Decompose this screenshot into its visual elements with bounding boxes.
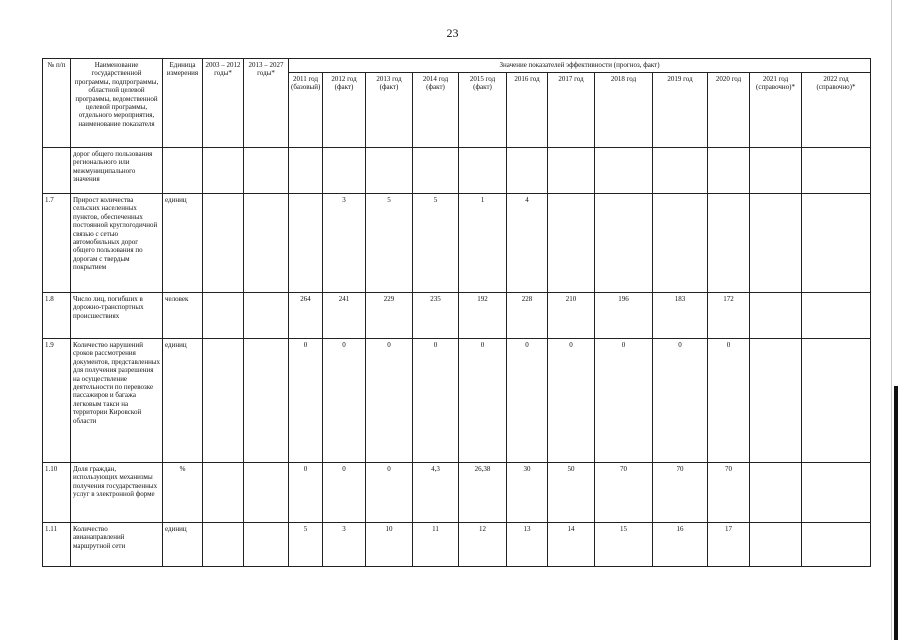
value-cell-2021 xyxy=(750,293,802,339)
value-cell-2017: 0 xyxy=(548,339,595,463)
value-cell-2018 xyxy=(595,148,653,194)
period-2013-2027-cell xyxy=(244,148,289,194)
header-year-2022: 2022 год (справочно)* xyxy=(802,73,871,148)
unit-cell: человек xyxy=(163,293,203,339)
value-cell-2022 xyxy=(802,293,871,339)
value-cell-2017 xyxy=(548,194,595,293)
value-cell-2022 xyxy=(802,523,871,567)
header-year-2021: 2021 год (справочно)* xyxy=(750,73,802,148)
period-2003-2012-cell xyxy=(203,523,244,567)
table-row xyxy=(43,293,871,339)
value-cell-2015 xyxy=(459,148,507,194)
row-number: 1.8 xyxy=(43,293,71,339)
table-row xyxy=(43,463,871,523)
value-cell-2016: 228 xyxy=(507,293,548,339)
period-2013-2027-cell xyxy=(244,194,289,293)
value-cell-2020: 172 xyxy=(708,293,750,339)
scan-edge-line xyxy=(891,0,892,640)
header-year-2017: 2017 год xyxy=(548,73,595,148)
unit-cell: единиц xyxy=(163,523,203,567)
value-cell-2019: 16 xyxy=(653,523,708,567)
value-cell-2017: 50 xyxy=(548,463,595,523)
value-cell-2016 xyxy=(507,148,548,194)
value-cell-2019: 183 xyxy=(653,293,708,339)
value-cell-2022 xyxy=(802,194,871,293)
value-cell-2013 xyxy=(366,148,413,194)
value-cell-2020 xyxy=(708,194,750,293)
indicator-name: Количество авианаправлений маршрутной сети xyxy=(71,523,163,567)
value-cell-2011: 0 xyxy=(289,463,323,523)
value-cell-2012: 3 xyxy=(323,194,366,293)
header-indicator-values: Значение показателей эффективности (прогноз, факт) xyxy=(289,59,871,73)
value-cell-2019 xyxy=(653,194,708,293)
value-cell-2012: 241 xyxy=(323,293,366,339)
table-row xyxy=(43,148,871,194)
value-cell-2018: 15 xyxy=(595,523,653,567)
period-2003-2012-cell xyxy=(203,293,244,339)
value-cell-2014: 5 xyxy=(413,194,459,293)
value-cell-2014: 235 xyxy=(413,293,459,339)
period-2003-2012-cell xyxy=(203,339,244,463)
value-cell-2020: 0 xyxy=(708,339,750,463)
value-cell-2019: 0 xyxy=(653,339,708,463)
header-name: Наименование государственной программы, подпрограммы, областной целевой программы, ведомственной целевой программы, отдельного мероприятия, наименование показателя xyxy=(71,59,163,148)
indicator-name: Число лиц, погибших в дорожно-транспортных происшествиях xyxy=(71,293,163,339)
header-year-2013: 2013 год (факт) xyxy=(366,73,413,148)
row-number xyxy=(43,148,71,194)
period-2003-2012-cell xyxy=(203,194,244,293)
value-cell-2015: 26,38 xyxy=(459,463,507,523)
value-cell-2011 xyxy=(289,194,323,293)
value-cell-2021 xyxy=(750,148,802,194)
unit-cell xyxy=(163,148,203,194)
value-cell-2014: 11 xyxy=(413,523,459,567)
value-cell-2016: 13 xyxy=(507,523,548,567)
value-cell-2020 xyxy=(708,148,750,194)
value-cell-2012: 0 xyxy=(323,339,366,463)
value-cell-2017: 210 xyxy=(548,293,595,339)
table-row xyxy=(43,194,871,293)
value-cell-2013: 5 xyxy=(366,194,413,293)
header-year-2011: 2011 год (базовый) xyxy=(289,73,323,148)
value-cell-2021 xyxy=(750,523,802,567)
value-cell-2011: 5 xyxy=(289,523,323,567)
header-num: № п/п xyxy=(43,59,71,148)
value-cell-2011 xyxy=(289,148,323,194)
header-year-2016: 2016 год xyxy=(507,73,548,148)
value-cell-2017: 14 xyxy=(548,523,595,567)
table-row xyxy=(43,523,871,567)
header-year-2012: 2012 год (факт) xyxy=(323,73,366,148)
value-cell-2021 xyxy=(750,463,802,523)
value-cell-2022 xyxy=(802,148,871,194)
value-cell-2017 xyxy=(548,148,595,194)
value-cell-2011: 0 xyxy=(289,339,323,463)
performance-indicators-table xyxy=(42,58,871,567)
unit-cell: % xyxy=(163,463,203,523)
value-cell-2022 xyxy=(802,339,871,463)
value-cell-2018: 196 xyxy=(595,293,653,339)
period-2013-2027-cell xyxy=(244,523,289,567)
value-cell-2019 xyxy=(653,148,708,194)
value-cell-2019: 70 xyxy=(653,463,708,523)
value-cell-2012 xyxy=(323,148,366,194)
value-cell-2015: 192 xyxy=(459,293,507,339)
header-period-2013-2027: 2013 – 2027 годы* xyxy=(244,59,289,148)
period-2013-2027-cell xyxy=(244,463,289,523)
unit-cell: единиц xyxy=(163,194,203,293)
value-cell-2021 xyxy=(750,194,802,293)
page-number: 23 xyxy=(446,26,459,40)
value-cell-2016: 0 xyxy=(507,339,548,463)
value-cell-2015: 0 xyxy=(459,339,507,463)
value-cell-2012: 3 xyxy=(323,523,366,567)
value-cell-2013: 10 xyxy=(366,523,413,567)
value-cell-2015: 12 xyxy=(459,523,507,567)
indicator-name: Доля граждан, использующих механизмы получения государственных услуг в электронной форме xyxy=(71,463,163,523)
unit-cell: единиц xyxy=(163,339,203,463)
period-2003-2012-cell xyxy=(203,148,244,194)
value-cell-2014 xyxy=(413,148,459,194)
value-cell-2016: 30 xyxy=(507,463,548,523)
header-year-2015: 2015 год (факт) xyxy=(459,73,507,148)
scan-edge-bar xyxy=(894,386,898,640)
value-cell-2013: 229 xyxy=(366,293,413,339)
row-number: 1.10 xyxy=(43,463,71,523)
header-year-2020: 2020 год xyxy=(708,73,750,148)
indicator-name: Прирост количества сельских населенных пунктов, обеспеченных постоянной круглогодичной связью с сетью автомобильных дорог общего пользования по дорогам с твердым покрытием xyxy=(71,194,163,293)
header-row-top xyxy=(43,59,871,73)
row-number: 1.9 xyxy=(43,339,71,463)
header-year-2018: 2018 год xyxy=(595,73,653,148)
header-unit: Единица измерения xyxy=(163,59,203,148)
header-period-2003-2012: 2003 – 2012 годы* xyxy=(203,59,244,148)
header-year-2014: 2014 год (факт) xyxy=(413,73,459,148)
value-cell-2015: 1 xyxy=(459,194,507,293)
table-row xyxy=(43,339,871,463)
value-cell-2014: 4,3 xyxy=(413,463,459,523)
value-cell-2016: 4 xyxy=(507,194,548,293)
value-cell-2020: 17 xyxy=(708,523,750,567)
value-cell-2012: 0 xyxy=(323,463,366,523)
period-2013-2027-cell xyxy=(244,293,289,339)
value-cell-2018: 0 xyxy=(595,339,653,463)
indicator-name: дорог общего пользования регионального или межмуниципального значения xyxy=(71,148,163,194)
indicator-name: Количество нарушений сроков рассмотрения документов, представленных для получения разрешения на осуществление деятельности по перевозке пассажиров и багажа легковым такси на территории Кировской области xyxy=(71,339,163,463)
value-cell-2014: 0 xyxy=(413,339,459,463)
value-cell-2022 xyxy=(802,463,871,523)
value-cell-2018 xyxy=(595,194,653,293)
value-cell-2021 xyxy=(750,339,802,463)
value-cell-2020: 70 xyxy=(708,463,750,523)
period-2003-2012-cell xyxy=(203,463,244,523)
value-cell-2018: 70 xyxy=(595,463,653,523)
value-cell-2011: 264 xyxy=(289,293,323,339)
value-cell-2013: 0 xyxy=(366,463,413,523)
header-year-2019: 2019 год xyxy=(653,73,708,148)
row-number: 1.7 xyxy=(43,194,71,293)
period-2013-2027-cell xyxy=(244,339,289,463)
value-cell-2013: 0 xyxy=(366,339,413,463)
row-number: 1.11 xyxy=(43,523,71,567)
